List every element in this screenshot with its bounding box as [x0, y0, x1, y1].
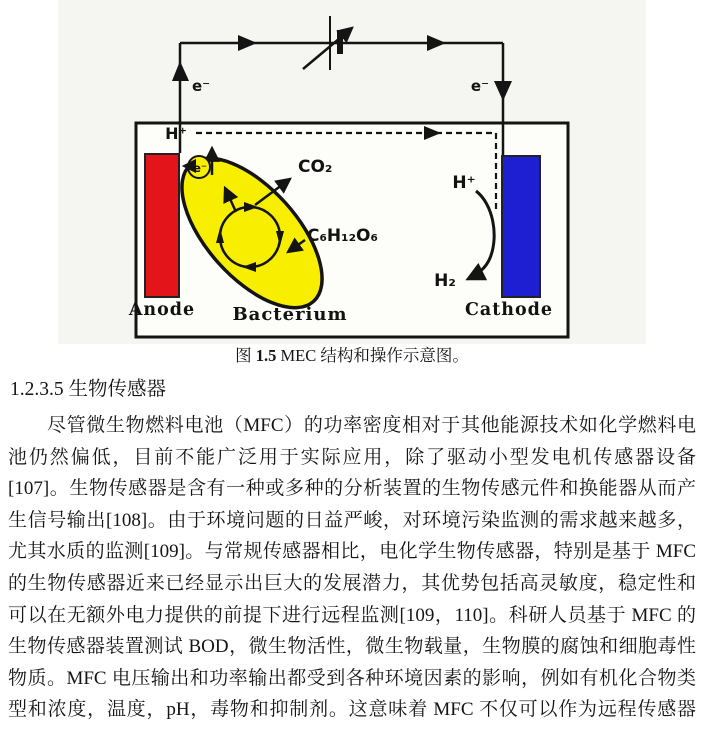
- cathode-label: Cathode: [464, 300, 554, 320]
- electron-left-label: e⁻: [192, 77, 211, 95]
- paragraph-line: 生信号输出[108]。由于环境问题的日益严峻，对环境污染监测的需求越来越多，: [8, 509, 696, 531]
- bacterium-label: Bacterium: [232, 304, 348, 325]
- paragraph-line: 的生物传感器近来已经显示出巨大的发展潜力，其优势包括高灵敏度，稳定性和: [8, 572, 696, 594]
- mec-figure: [0, 0, 704, 344]
- paragraph-line: [107]。生物传感器是含有一种或多种的分析装置的生物传感元件和换能器从而产: [8, 478, 696, 500]
- co2-label: CO₂: [298, 157, 333, 177]
- proton-right-label: H⁺: [452, 173, 476, 193]
- anode-label: Anode: [128, 300, 196, 320]
- cathode-rect: [502, 156, 540, 297]
- paragraph-line: 池仍然偏低，目前不能广泛用于实际应用，除了驱动小型发电机传感器设备: [8, 446, 696, 468]
- caption-prefix: 图: [235, 346, 256, 365]
- mec-diagram: [0, 0, 704, 344]
- paragraph: [8, 410, 696, 726]
- electron-bubble-label: e⁻: [193, 161, 207, 175]
- figure-caption: [0, 346, 704, 365]
- proton-top-label: H⁺: [165, 124, 187, 143]
- caption-number: 1.5: [255, 346, 277, 365]
- h2-label: H₂: [434, 271, 456, 291]
- glucose-label: C₆H₁₂O₆: [307, 226, 378, 246]
- paragraph-line: 尤其水质的监测[109]。与常规传感器相比，电化学生物传感器，特别是基于 MFC: [8, 541, 696, 563]
- paragraph-line: 型和浓度，温度，pH，毒物和抑制剂。这意味着 MFC 不仅可以作为远程传感器: [8, 699, 696, 721]
- section-heading: 1.2.3.5 生物传感器: [10, 379, 167, 400]
- paragraph-line: 尽管微生物燃料电池（MFC）的功率密度相对于其他能源技术如化学燃料电: [47, 415, 696, 436]
- anode-rect: [145, 154, 179, 297]
- paragraph-line: 生物传感器装置测试 BOD，微生物活性，微生物载量，生物膜的腐蚀和细胞毒性: [8, 636, 696, 658]
- paragraph-line: 可以在无额外电力提供的前提下进行远程监测[109，110]。科研人员基于 MFC 的: [8, 604, 696, 626]
- caption-text: MEC 结构和操作示意图。: [276, 346, 469, 365]
- electron-right-label: e⁻: [470, 77, 489, 95]
- paragraph-line: 物质。MFC 电压输出和功率输出都受到各种环境因素的影响，例如有机化合物类: [8, 667, 696, 689]
